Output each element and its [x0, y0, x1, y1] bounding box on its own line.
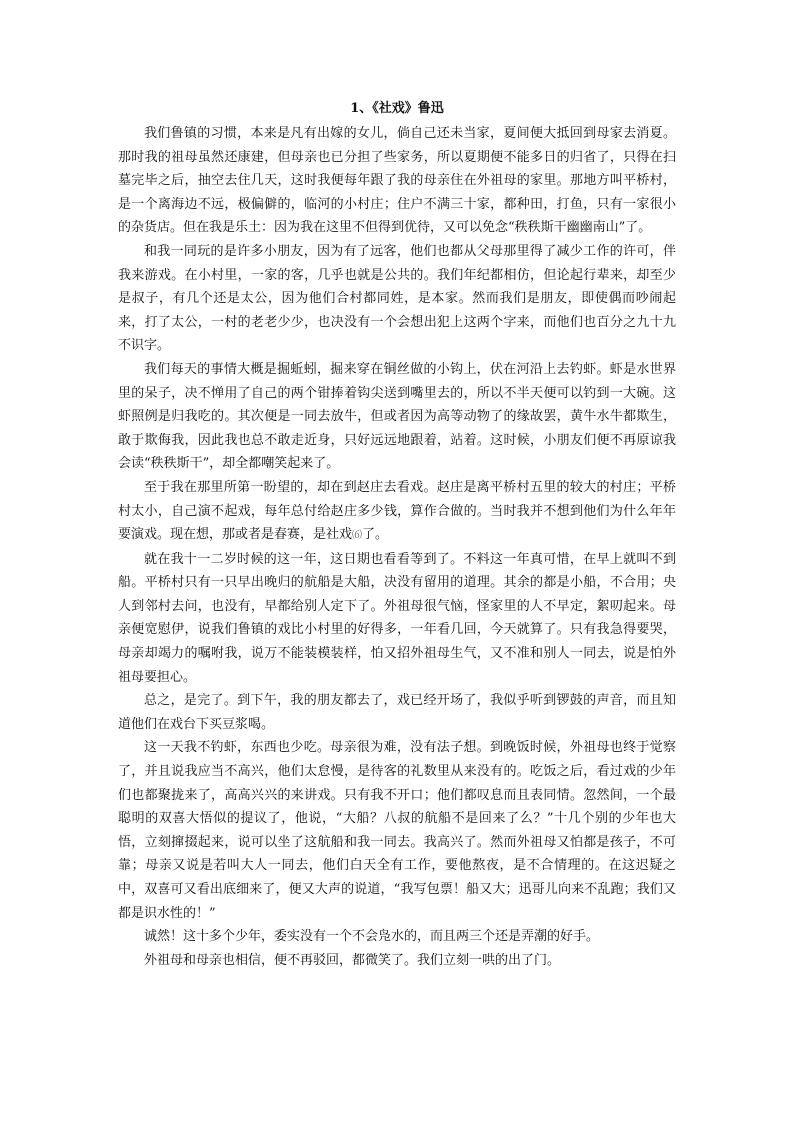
paragraph-2: 和我一同玩的是许多小朋友，因为有了远客，他们也都从父母那里得了减少工作的许可，伴我来游戏。在小村里，一家的客，几乎也就是公共的。我们年纪都相仿，但论起行辈来，却至少是叔子，有几个还是太公，因为他们合村都同姓，是本家。然而我们是朋友，即使偶而吵闹起来，打了太公，一村的老老少少，也决没有一个会想出犯上这两个字来，而他们也百分之九十九不识字。: [118, 243, 676, 354]
paragraph-8: 诚然！这十多个少年，委实没有一个不会凫水的，而且两三个还是弄潮的好手。: [144, 929, 600, 945]
paragraph-7: 这一天我不钓虾，东西也少吃。母亲很为难，没有法子想。到晚饭时候，外祖母也终于觉察了，并且说我应当不高兴，他们太怠慢，是待客的礼数里从来没有的。吃饭之后，看过戏的少年们也都聚拢来了，高高兴兴的来讲戏。只有我不开口；他们都叹息而且表同情。忽然间，一个最聪明的双喜大悟似的提议了，他说，“大船？八叔的航船不是回来了么？”十几个别的少年也大悟，立刻撺掇起来，说可以坐了这航船和我一同去。我高兴了。然而外祖母又怕都是孩子，不可靠；母亲又说是若叫大人一同去，他们白天全有工作，要他熬夜，是不合情理的。在这迟疑之中，双喜可又看出底细来了，便又大声的说道，“我写包票！船又大；迅哥儿向来不乱跑；我们又都是识水性的！”: [118, 740, 676, 921]
footnote-ref[interactable]: ⑹: [352, 530, 363, 542]
paragraph-6: 总之，是完了。到下午，我的朋友都去了，戏已经开场了，我似乎听到锣鼓的声音，而且知道他们在戏台下买豆浆喝。: [118, 693, 676, 732]
paragraph-4-text: 至于我在那里所第一盼望的，却在到赵庄去看戏。赵庄是离平桥村五里的较大的村庄；平桥村太小，自己演不起戏，每年总付给赵庄多少钱，算作合做的。当时我并不想到他们为什么年年要演戏。现在想，那或者是春赛，是社戏: [118, 479, 676, 543]
paragraph-4: [118, 476, 676, 548]
paragraph-5: 就在我十一二岁时候的这一年，这日期也看看等到了。不料这一年真可惜，在早上就叫不到船。平桥村只有一只早出晚归的航船是大船，决没有留用的道理。其余的都是小船，不合用；央人到邻村去问，也没有，早都给别人定下了。外祖母很气恼，怪家里的人不早定，絮叨起来。母亲便宽慰伊，说我们鲁镇的戏比小村里的好得多，一年看几回，今天就算了。只有我急得要哭，母亲却竭力的嘱咐我，说万不能装模装样，怕又招外祖母生气，又不准和别人一同去，说是怕外祖母要担心。: [118, 551, 676, 685]
document-page: [118, 98, 676, 972]
paragraph-4-tail: 了。: [362, 527, 389, 543]
document-title: 1、《社戏》鲁迅: [350, 101, 444, 116]
paragraph-1: 我们鲁镇的习惯，本来是凡有出嫁的女儿，倘自己还未当家，夏间便大抵回到母家去消夏。那时我的祖母虽然还康建，但母亲也已分担了些家务，所以夏期便不能多日的归省了，只得在扫墓完毕之后，抽空去住几天，这时我便每年跟了我的母亲住在外祖母的家里。那地方叫平桥村，是一个离海边不远，极偏僻的，临河的小村庄；住户不满三十家，都种田，打鱼，只有一家很小的杂货店。但在我是乐土：因为我在这里不但得到优待，又可以免念“秩秩斯干幽幽南山”了。: [118, 126, 676, 236]
paragraph-3: 我们每天的事情大概是掘蚯蚓，掘来穿在铜丝做的小钩上，伏在河沿上去钓虾。虾是水世界里的呆子，决不惮用了自己的两个钳捧着钩尖送到嘴里去的，所以不半天便可以钓到一大碗。这虾照例是归我吃的。其次便是一同去放牛，但或者因为高等动物了的缘故罢，黄牛水牛都欺生，敢于欺侮我，因此我也总不敢走近身，只好远远地跟着，站着。这时候，小朋友们便不再原谅我会读“秩秩斯干”，却全都嘲笑起来了。: [118, 361, 676, 472]
paragraph-9: 外祖母和母亲也相信，便不再驳回，都微笑了。我们立刻一哄的出了门。: [144, 952, 561, 968]
